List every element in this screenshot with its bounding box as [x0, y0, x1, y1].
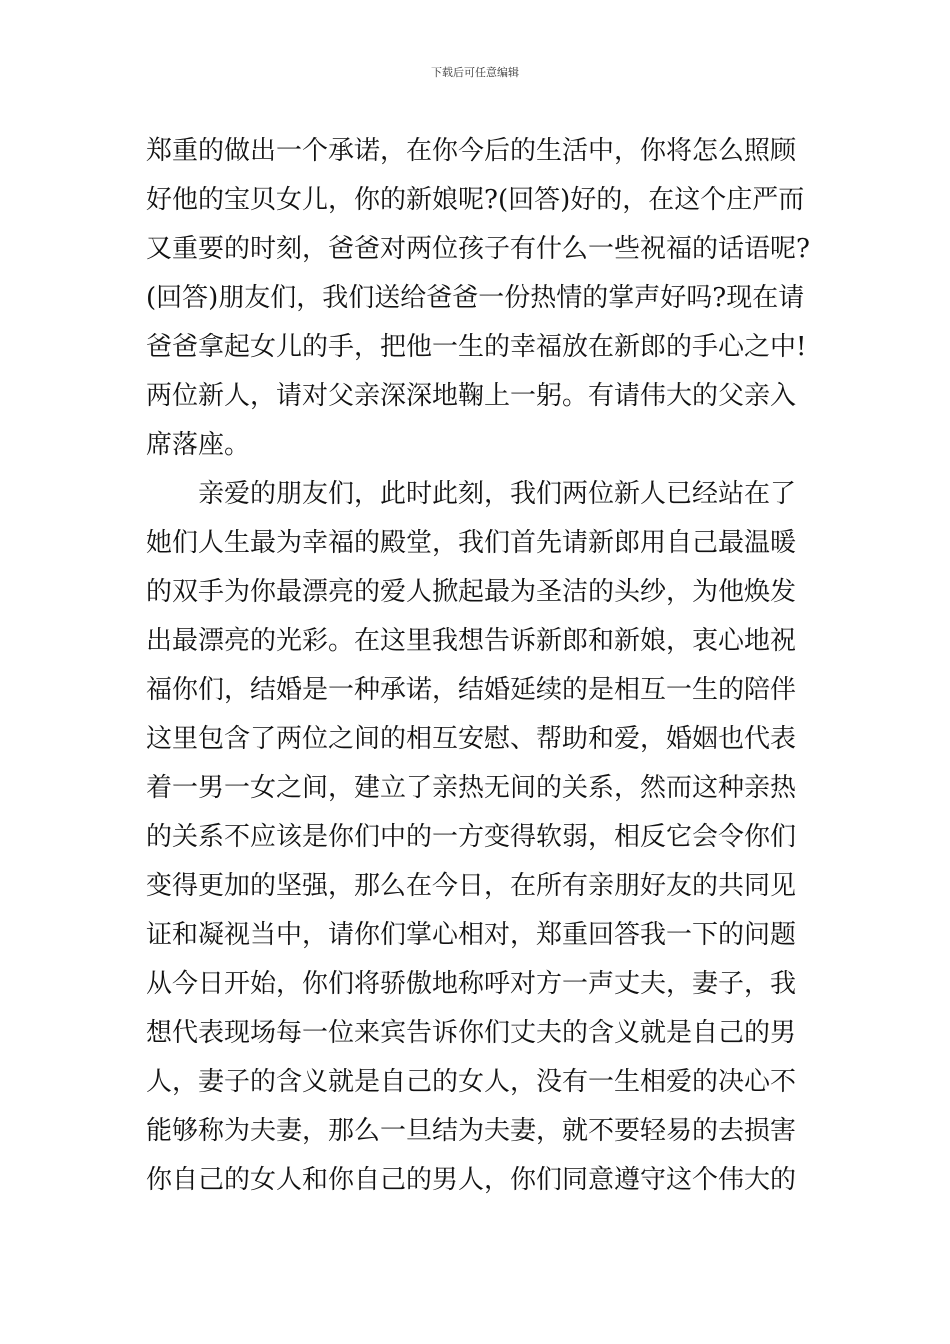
paragraph-2	[146, 470, 810, 1205]
page-header-note: 下载后可任意编辑	[431, 66, 519, 79]
text-line: 能够称为夫妻，那么一旦结为夫妻，就不要轻易的去损害	[146, 1116, 797, 1146]
text-line: 人，妻子的含义就是自己的女人，没有一生相爱的决心不	[146, 1067, 797, 1097]
text-line: 好他的宝贝女儿，你的新娘呢?(回答)好的，在这个庄严而	[146, 185, 805, 215]
text-line: 证和凝视当中，请你们掌心相对，郑重回答我一下的问题	[146, 920, 797, 950]
text-line: 亲爱的朋友们，此时此刻，我们两位新人已经站在了	[146, 479, 797, 509]
text-line: 你自己的女人和你自己的男人，你们同意遵守这个伟大的	[146, 1165, 797, 1195]
text-line: 这里包含了两位之间的相互安慰、帮助和爱，婚姻也代表	[146, 724, 797, 754]
paragraph-1	[146, 127, 810, 470]
text-line: 席落座。	[146, 430, 251, 460]
text-line: 福你们，结婚是一种承诺，结婚延续的是相互一生的陪伴	[146, 675, 797, 705]
text-line: (回答)朋友们，我们送给爸爸一份热情的掌声好吗?现在请	[146, 283, 805, 313]
text-line: 变得更加的坚强，那么在今日，在所有亲朋好友的共同见	[146, 871, 797, 901]
text-line: 的双手为你最漂亮的爱人掀起最为圣洁的头纱，为他焕发	[146, 577, 797, 607]
text-line: 从今日开始，你们将骄傲地称呼对方一声丈夫，妻子，我	[146, 969, 797, 999]
text-line: 着一男一女之间，建立了亲热无间的关系，然而这种亲热	[146, 773, 797, 803]
text-line: 又重要的时刻，爸爸对两位孩子有什么一些祝福的话语呢?	[146, 234, 810, 264]
document-body	[146, 127, 810, 1205]
text-line: 想代表现场每一位来宾告诉你们丈夫的含义就是自己的男	[146, 1018, 797, 1048]
text-line: 出最漂亮的光彩。在这里我想告诉新郎和新娘，衷心地祝	[146, 626, 797, 656]
text-line: 郑重的做出一个承诺，在你今后的生活中，你将怎么照顾	[146, 136, 797, 166]
text-line: 的关系不应该是你们中的一方变得软弱，相反它会令你们	[146, 822, 797, 852]
text-line: 两位新人，请对父亲深深地鞠上一躬。有请伟大的父亲入	[146, 381, 797, 411]
text-line: 她们人生最为幸福的殿堂，我们首先请新郎用自己最温暖	[146, 528, 797, 558]
text-line: 爸爸拿起女儿的手，把他一生的幸福放在新郎的手心之中!	[146, 332, 807, 362]
